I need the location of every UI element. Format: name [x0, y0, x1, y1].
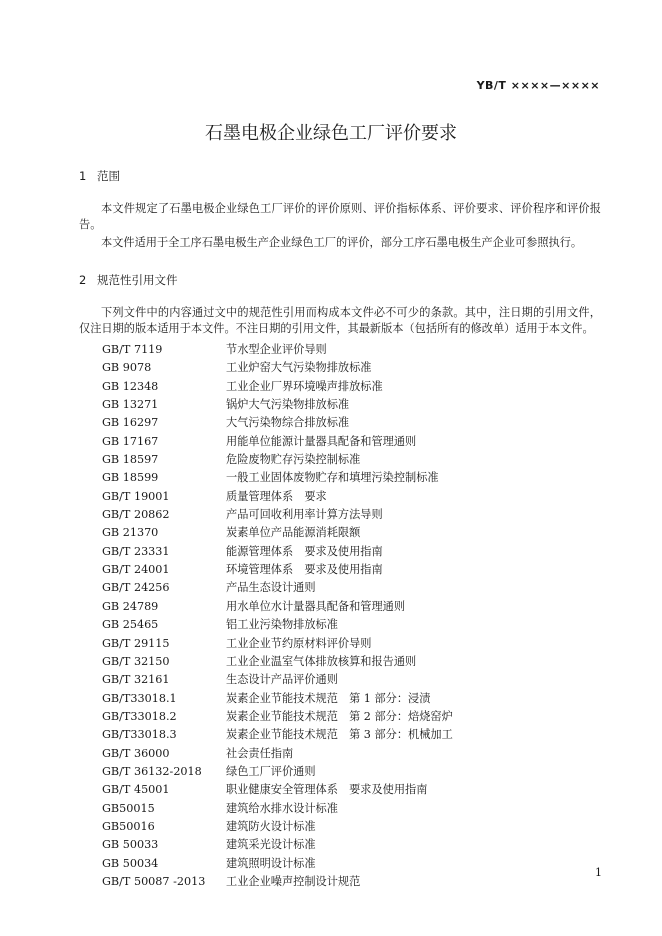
section-heading-normative-references: [79, 272, 178, 288]
reference-code: GB 50034: [102, 856, 159, 870]
section-number: 1: [79, 169, 87, 183]
reference-item: [102, 378, 582, 396]
paragraph: 下列文件中的内容通过文中的规范性引用而构成本文件必不可少的条款。其中，注日期的引用文件，仅注日期的版本适用于本文件。不注日期的引用文件，其最新版本（包括所有的修改单）适用于本文件。: [79, 306, 601, 335]
section-title: 规范性引用文件: [97, 273, 178, 287]
reference-code: GB/T 23331: [102, 544, 170, 558]
reference-item: [102, 524, 582, 542]
reference-title: 绿色工厂评价通则: [226, 764, 316, 778]
reference-title: 大气污染物综合排放标准: [226, 416, 350, 430]
reference-code: GB/T 45001: [102, 783, 170, 797]
reference-title: 炭素单位产品能源消耗限额: [226, 526, 361, 540]
reference-code: GB 12348: [102, 379, 159, 393]
reference-title: 节水型企业评价导则: [226, 343, 327, 356]
reference-code: GB/T 24256: [102, 581, 170, 595]
reference-title: 锅炉大气污染物排放标准: [226, 398, 350, 412]
reference-item: [102, 543, 582, 561]
reference-title: 建筑给水排水设计标准: [226, 801, 338, 815]
reference-list: [102, 341, 582, 891]
reference-item: [102, 469, 582, 487]
standard-code: YB/T ××××—××××: [476, 79, 600, 92]
reference-title: 用能单位能源计量器具配备和管理通则: [226, 434, 417, 448]
reference-item: [102, 763, 582, 781]
paragraph: 本文件适用于全工序石墨电极生产企业绿色工厂的评价，部分工序石墨电极生产企业可参照执行。: [101, 236, 583, 249]
reference-title: 工业企业节约原材料评价导则: [226, 636, 372, 650]
reference-code: GB 16297: [102, 416, 159, 430]
reference-item: [102, 855, 582, 873]
page-number: 1: [595, 866, 602, 879]
reference-code: GB 18599: [102, 471, 159, 485]
reference-item: [102, 396, 582, 414]
reference-code: GB 17167: [102, 434, 159, 448]
reference-title: 建筑采光设计标准: [226, 838, 316, 852]
reference-title: 能源管理体系 要求及使用指南: [226, 544, 383, 558]
reference-title: 炭素企业节能技术规范 第 1 部分：浸渍: [226, 691, 431, 705]
reference-item: [102, 690, 582, 708]
reference-title: 炭素企业节能技术规范 第 2 部分：焙烧窑炉: [226, 709, 453, 723]
reference-title: 建筑防火设计标准: [226, 819, 316, 833]
reference-item: [102, 708, 582, 726]
reference-code: GB/T 19001: [102, 489, 170, 503]
reference-code: GB 9078: [102, 361, 152, 375]
section-number: 2: [79, 273, 87, 287]
reference-title: 工业企业噪声控制设计规范: [226, 874, 361, 888]
reference-title: 工业企业厂界环境噪声排放标准: [226, 379, 383, 393]
reference-title: 产品可回收利用率计算方法导则: [226, 508, 383, 522]
reference-code: GB 24789: [102, 599, 159, 613]
reference-code: GB/T33018.1: [102, 691, 177, 705]
reference-item: [102, 359, 582, 377]
reference-code: GB 21370: [102, 526, 159, 540]
reference-code: GB/T 36132-2018: [102, 764, 202, 778]
reference-title: 社会责任指南: [226, 746, 294, 760]
reference-item: [102, 341, 582, 359]
reference-title: 职业健康安全管理体系 要求及使用指南: [226, 783, 428, 797]
reference-item: [102, 818, 582, 836]
reference-item: [102, 561, 582, 579]
reference-title: 环境管理体系 要求及使用指南: [226, 563, 383, 577]
reference-code: GB/T 29115: [102, 636, 170, 650]
reference-code: GB/T 36000: [102, 746, 170, 760]
reference-item: [102, 726, 582, 744]
reference-item: [102, 598, 582, 616]
reference-title: 质量管理体系 要求: [226, 489, 327, 503]
reference-code: GB 25465: [102, 618, 159, 632]
reference-title: 工业企业温室气体排放核算和报告通则: [226, 654, 417, 668]
reference-item: [102, 653, 582, 671]
reference-title: 危险废物贮存污染控制标准: [226, 453, 361, 467]
reference-code: GB/T 20862: [102, 508, 170, 522]
reference-item: [102, 671, 582, 689]
reference-item: [102, 873, 582, 891]
reference-item: [102, 433, 582, 451]
reference-title: 生态设计产品评价通则: [226, 673, 338, 687]
reference-item: [102, 451, 582, 469]
reference-code: GB/T 32161: [102, 673, 170, 687]
reference-item: [102, 488, 582, 506]
reference-code: GB/T 7119: [102, 343, 163, 356]
reference-item: [102, 800, 582, 818]
reference-code: GB50015: [102, 801, 155, 815]
reference-title: 工业炉窑大气污染物排放标准: [226, 361, 372, 375]
reference-title: 铝工业污染物排放标准: [226, 618, 338, 632]
reference-code: GB 50033: [102, 838, 159, 852]
reference-item: [102, 414, 582, 432]
paragraph: 本文件规定了石墨电极企业绿色工厂评价的评价原则、评价指标体系、评价要求、评价程序和评价报告。: [79, 202, 601, 231]
section-heading-scope: [79, 168, 120, 184]
reference-title: 一般工业固体废物贮存和填埋污染控制标准: [226, 471, 439, 485]
section-title: 范围: [97, 169, 120, 183]
reference-item: [102, 836, 582, 854]
reference-title: 炭素企业节能技术规范 第 3 部分：机械加工: [226, 728, 453, 742]
reference-item: [102, 781, 582, 799]
reference-title: 建筑照明设计标准: [226, 856, 316, 870]
reference-title: 用水单位水计量器具配备和管理通则: [226, 599, 406, 613]
reference-code: GB/T 24001: [102, 563, 170, 577]
reference-item: [102, 616, 582, 634]
reference-item: [102, 635, 582, 653]
document-title: 石墨电极企业绿色工厂评价要求: [205, 123, 457, 144]
reference-code: GB/T 32150: [102, 654, 170, 668]
reference-code: GB50016: [102, 819, 155, 833]
reference-item: [102, 506, 582, 524]
reference-title: 产品生态设计通则: [226, 581, 316, 595]
reference-code: GB 13271: [102, 398, 159, 412]
reference-code: GB 18597: [102, 453, 159, 467]
reference-item: [102, 579, 582, 597]
reference-code: GB/T33018.2: [102, 709, 177, 723]
reference-code: GB/T 50087 -2013: [102, 874, 206, 888]
reference-code: GB/T33018.3: [102, 728, 177, 742]
reference-item: [102, 745, 582, 763]
